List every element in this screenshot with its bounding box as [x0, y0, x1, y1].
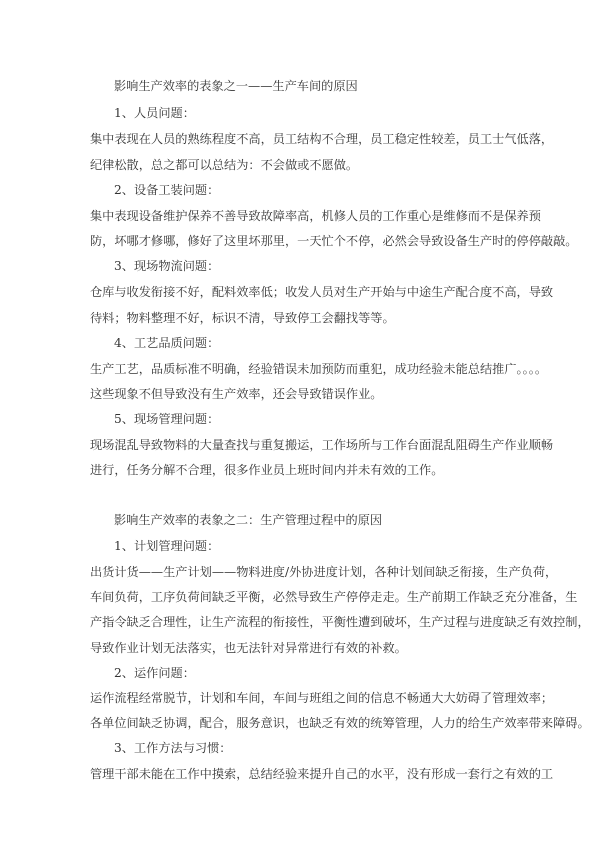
- paragraph-line: 仓库与收发衔接不好，配料效率低；收发人员对生产开始与中途生产配合度不高，导致: [90, 285, 554, 299]
- paragraph-line: 各单位间缺乏协调，配合，服务意识，也缺乏有效的统筹管理，人力的给生产效率带来障碍。: [90, 716, 590, 730]
- paragraph-line: 这些现象不但导致没有生产效率，还会导致错误作业。: [90, 387, 383, 401]
- paragraph-line: 进行，任务分解不合理，很多作业员上班时间内并未有效的工作。: [90, 463, 444, 477]
- item-heading: 2、运作问题：: [114, 666, 195, 680]
- paragraph-line: 车间负荷，工序负荷间缺乏平衡，必然导致生产停停走走。生产前期工作缺乏充分准备，生: [90, 590, 578, 604]
- paragraph-line: 纪律松散，总之都可以总结为：不会做或不愿做。: [90, 158, 359, 172]
- item-heading: 1、计划管理问题：: [114, 539, 220, 553]
- item-heading: 2、设备工装问题：: [114, 183, 220, 197]
- paragraph-line: 运作流程经常脱节，计划和车间，车间与班组之间的信息不畅通大大妨碍了管理效率；: [90, 691, 554, 705]
- item-heading: 4、工艺品质问题：: [114, 336, 220, 350]
- paragraph-line: 集中表现在人员的熟练程度不高，员工结构不合理，员工稳定性较差，员工士气低落，: [90, 132, 554, 146]
- paragraph-line: 产指令缺乏合理性，让生产流程的衔接性，平衡性遭到破坏，生产过程与进度缺乏有效控制，: [90, 615, 590, 629]
- paragraph-line: 防，坏哪才修哪，修好了这里坏那里，一天忙个不停，必然会导致设备生产时的停停敲敲。: [90, 234, 578, 248]
- item-heading: 1、人员问题：: [114, 106, 195, 120]
- paragraph-line: 现场混乱导致物料的大量查找与重复搬运，工作场所与工作台面混乱阻碍生产作业顺畅: [90, 438, 554, 452]
- section-title: 影响生产效率的表象之一——生产车间的原因: [114, 79, 358, 93]
- paragraph-line: 管理干部未能在工作中摸索，总结经验来提升自己的水平，没有形成一套行之有效的工: [90, 767, 554, 781]
- section-title: 影响生产效率的表象之二：生产管理过程中的原因: [114, 513, 383, 527]
- paragraph-line: 集中表现设备维护保养不善导致故障率高，机修人员的工作重心是维修而不是保养预: [90, 209, 541, 223]
- item-heading: 3、现场物流问题：: [114, 259, 220, 273]
- item-heading: 5、现场管理问题：: [114, 412, 220, 426]
- paragraph-line: 导致作业计划无法落实，也无法针对异常进行有效的补救。: [90, 641, 407, 655]
- item-heading: 3、工作方法与习惯：: [114, 741, 232, 755]
- paragraph-line: 出货计货——生产计划——物料进度/外协进度计划，各种计划间缺乏衔接，生产负荷，: [90, 565, 558, 579]
- paragraph-line: 待料；物料整理不好，标识不清，导致停工会翻找等等。: [90, 311, 395, 325]
- paragraph-line: 生产工艺，品质标准不明确，经验错误未加预防而重犯，成功经验未能总结推广。。。。: [90, 362, 548, 376]
